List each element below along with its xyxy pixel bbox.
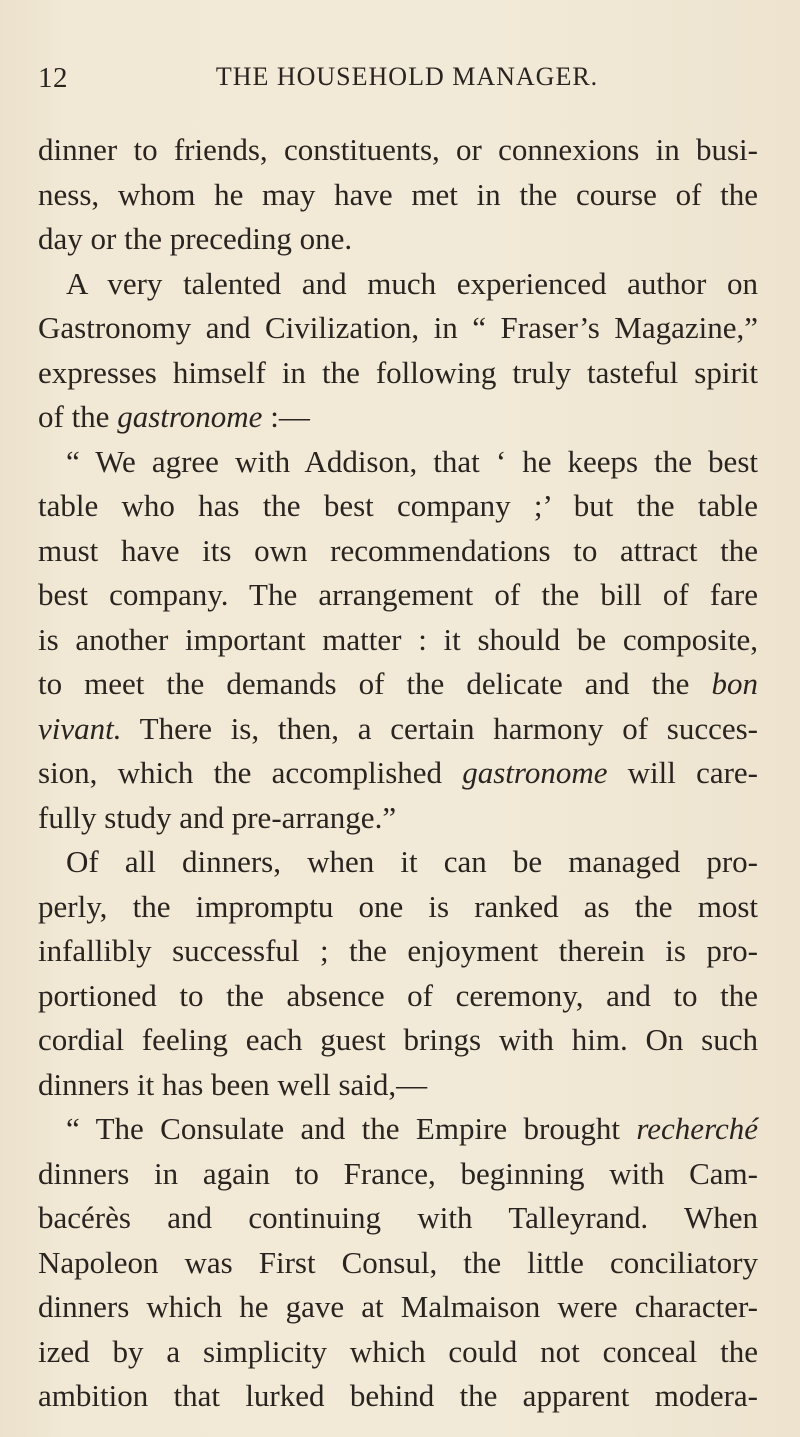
text-line: expresses himself in the following truly tasteful spirit	[38, 354, 758, 390]
text-run: “ The Consulate and the Empire brought	[66, 1111, 637, 1146]
running-title: THE HOUSEHOLD MANAGER.	[215, 62, 599, 91]
text-line: Napoleon was First Consul, the little conciliatory	[38, 1244, 758, 1280]
text-line: ized by a simplicity which could not conceal the	[38, 1333, 758, 1369]
italic-term: recherché	[636, 1111, 758, 1146]
text-line: “ We agree with Addison, that ‘ he keeps the best	[66, 443, 758, 479]
text-line: table who has the best company ;’ but the table	[38, 488, 758, 523]
text-run: There is, then, a certain harmony of succes-	[121, 710, 758, 746]
page-number: 12	[38, 62, 68, 94]
text-line	[38, 662, 758, 707]
text-run: sion, which the accomplished	[38, 755, 463, 790]
body-text	[38, 128, 758, 1419]
text-run: will care-	[607, 755, 758, 790]
text-line: fully study and pre-arrange.”	[38, 799, 397, 835]
italic-term: vivant.	[38, 710, 122, 746]
italic-term: gastronome	[462, 755, 608, 790]
text-line: A very talented and much experienced author on	[66, 265, 758, 301]
text-line: dinner to friends, constituents, or connexions in busi-	[38, 132, 758, 167]
text-line	[38, 395, 758, 440]
text-line: is another important matter : it should be composite,	[38, 621, 758, 657]
text-line: perly, the impromptu one is ranked as the most	[38, 888, 758, 924]
text-line: dinners in again to France, beginning with Cam-	[38, 1155, 758, 1191]
text-line	[38, 1107, 758, 1152]
text-line: infallibly successful ; the enjoyment therein is pro-	[38, 933, 758, 968]
text-line: cordial feeling each guest brings with him. On such	[38, 1022, 758, 1057]
text-line: dinners it has been well said,—	[38, 1066, 428, 1102]
text-line: day or the preceding one.	[38, 221, 353, 256]
text-line	[38, 751, 758, 796]
italic-term: bon	[711, 666, 758, 701]
text-run: of the	[38, 399, 118, 434]
text-line: ambition that lurked behind the apparent modera-	[38, 1378, 758, 1413]
text-line: must have its own recommendations to attract the	[38, 532, 758, 568]
text-run: :—	[262, 399, 310, 434]
text-line: best company. The arrangement of the bill of fare	[38, 577, 758, 612]
running-head	[38, 62, 756, 102]
text-line: Gastronomy and Civilization, in “ Fraser’s Magazine,”	[38, 310, 758, 345]
text-line: ness, whom he may have met in the course of the	[38, 176, 758, 212]
text-line: portioned to the absence of ceremony, and to the	[38, 977, 758, 1013]
italic-term: gastronome	[117, 399, 263, 434]
text-line	[38, 707, 758, 752]
text-run: to meet the demands of the delicate and the	[38, 666, 712, 701]
text-line: bacérès and continuing with Talleyrand. When	[38, 1200, 758, 1235]
text-line: Of all dinners, when it can be managed pro-	[66, 844, 758, 879]
text-line: dinners which he gave at Malmaison were character-	[38, 1289, 758, 1324]
